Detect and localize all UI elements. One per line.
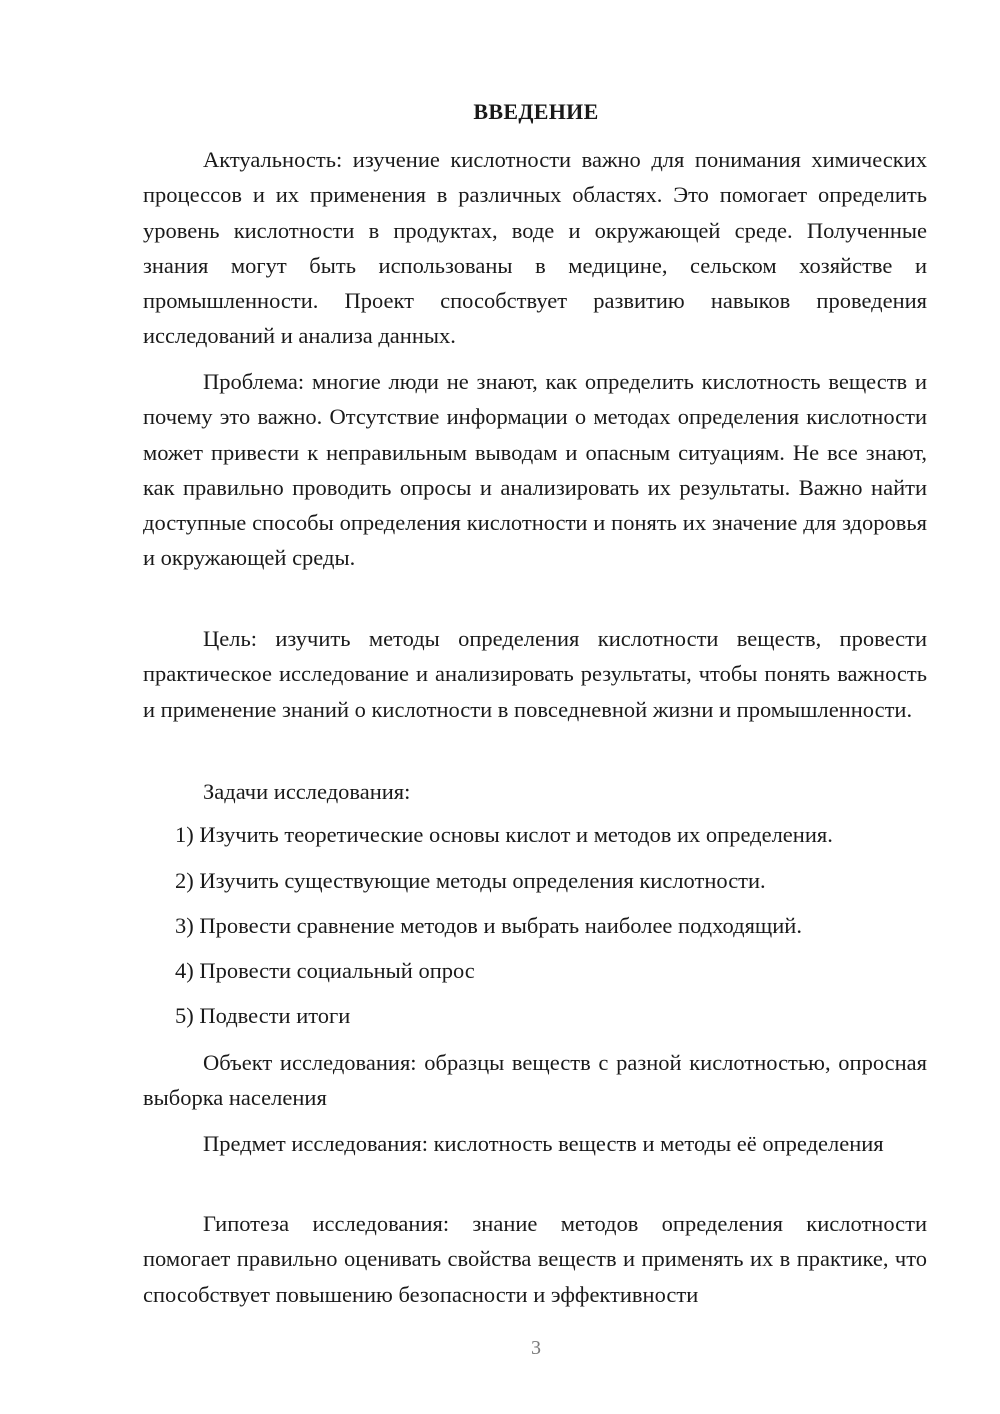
paragraph-hypothesis: Гипотеза исследования: знание методов определения кислотности помогает правильно оценивать свойства веществ и применять их в практике, что способствует повышению безопасности и эффективности xyxy=(143,1211,927,1307)
paragraph-relevance: Актуальность: изучение кислотности важно для понимания химических процессов и их применения в различных областях. Это помогает определить уровень кислотности в продуктах, воде и окружающей среде. Полученные знания могут быть использованы в медицине, сельском хозяйстве и промышленности. Проект способствует развитию навыков проведения исследований и анализа данных. xyxy=(143,147,927,349)
task-item-2: 2) Изучить существующие методы определения кислотности. xyxy=(175,868,766,893)
task-item-3: 3) Провести сравнение методов и выбрать наиболее подходящий. xyxy=(175,913,802,938)
paragraph-problem: Проблема: многие люди не знают, как определить кислотность веществ и почему это важно. Отсутствие информации о методах определения кислотности может привести к неправильным выводам и опасным ситуациям. Не все знают, как правильно проводить опросы и анализировать их результаты. Важно найти доступные способы определения кислотности и понять их значение для здоровья и окружающей среды. xyxy=(143,369,927,571)
paragraph-object: Объект исследования: образцы веществ с разной кислотностью, опросная выборка населения xyxy=(143,1050,927,1111)
task-item-5: 5) Подвести итоги xyxy=(175,1003,351,1028)
task-item-4: 4) Провести социальный опрос xyxy=(175,958,475,983)
paragraph-tasks-title: Задачи исследования: xyxy=(203,779,411,804)
task-item-1: 1) Изучить теоретические основы кислот и методов их определения. xyxy=(175,822,833,847)
section-heading: ВВЕДЕНИЕ xyxy=(473,99,599,124)
page-number: 3 xyxy=(531,1337,541,1359)
paragraph-subject: Предмет исследования: кислотность веществ и методы её определения xyxy=(203,1131,884,1156)
paragraph-goal: Цель: изучить методы определения кислотности веществ, провести практическое исследование и анализировать результаты, чтобы понять важность и применение знаний о кислотности в повседневной жизни и промышленности. xyxy=(143,626,927,722)
